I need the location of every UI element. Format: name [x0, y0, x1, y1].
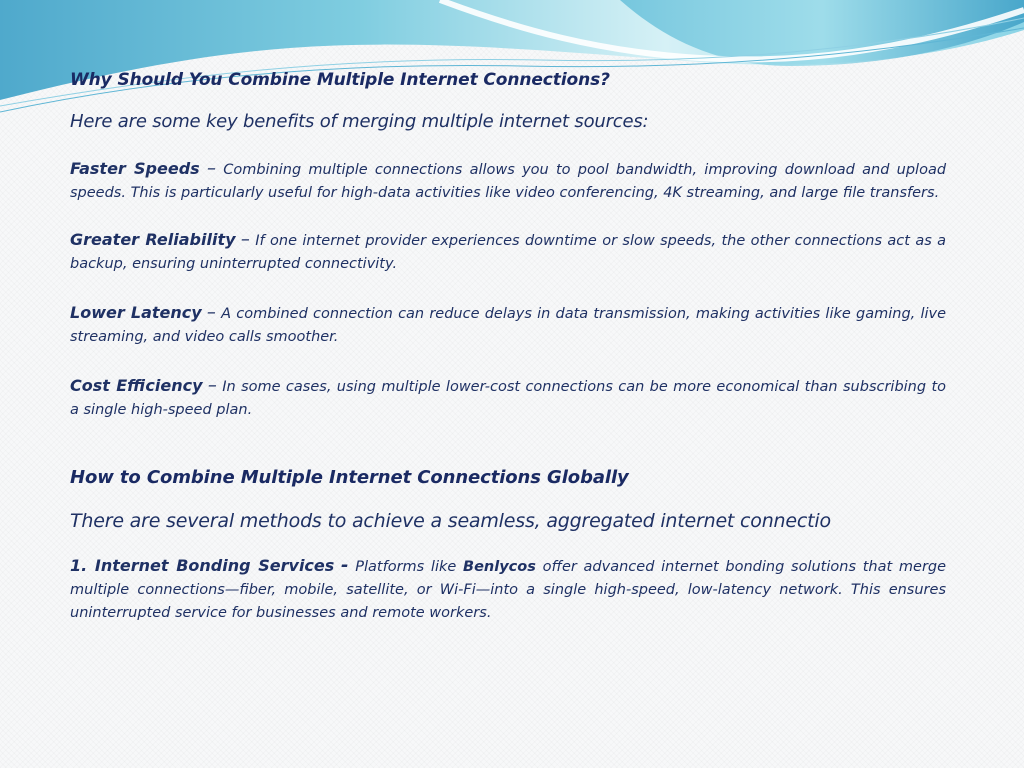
- method-item-bonding-services: [70, 554, 946, 625]
- benefit-text: A combined connection can reduce delays in data transmission, making activities like gaming, live streaming, and video calls smoother.: [70, 306, 947, 345]
- benefit-item-greater-reliability: [70, 228, 946, 276]
- benefits-intro: Here are some key benefits of merging multiple internet sources:: [70, 111, 649, 132]
- benefit-item-lower-latency: [70, 301, 946, 349]
- benefit-term: Faster Speeds: [70, 159, 200, 178]
- method-text-before: Platforms like: [355, 559, 457, 575]
- benefit-dash: –: [206, 302, 216, 323]
- benefit-text: If one internet provider experiences downtime or slow speeds, the other connections act as a backup, ensuring uninterrupted connectivity.: [70, 233, 947, 272]
- benefit-term: Cost Efficiency: [70, 376, 203, 395]
- section-heading-how: How to Combine Multiple Internet Connections Globally: [70, 467, 629, 488]
- brand-name: Benlycos: [463, 559, 536, 575]
- benefit-item-faster-speeds: [70, 157, 946, 205]
- benefit-term: Lower Latency: [70, 303, 202, 322]
- benefit-dash: –: [240, 229, 250, 250]
- benefit-item-cost-efficiency: [70, 374, 946, 422]
- benefit-term: Greater Reliability: [70, 230, 236, 249]
- benefit-dash: –: [206, 158, 216, 179]
- benefit-text: In some cases, using multiple lower-cost connections can be more economical than subscribing to a single high-speed plan.: [70, 379, 947, 418]
- benefit-text: Combining multiple connections allows you to pool bandwidth, improving download and upload speeds. This is particularly useful for high-data activities like video conferencing, 4K streaming, and large file transfers.: [70, 162, 947, 201]
- method-text-after: offer advanced internet bonding solutions that merge multiple connections—fiber, mobile, satellite, or Wi-Fi—into a single high-speed, low-latency network. This ensures uninterrupted service for businesses and remote workers.: [70, 559, 947, 621]
- benefit-dash: –: [207, 375, 217, 396]
- method-dash: -: [341, 555, 349, 576]
- slide-content: [70, 70, 946, 625]
- section-heading-why: Why Should You Combine Multiple Internet Connections?: [70, 70, 610, 90]
- methods-intro: There are several methods to achieve a seamless, aggregated internet connectio: [70, 510, 831, 532]
- method-term: 1. Internet Bonding Services: [70, 556, 335, 575]
